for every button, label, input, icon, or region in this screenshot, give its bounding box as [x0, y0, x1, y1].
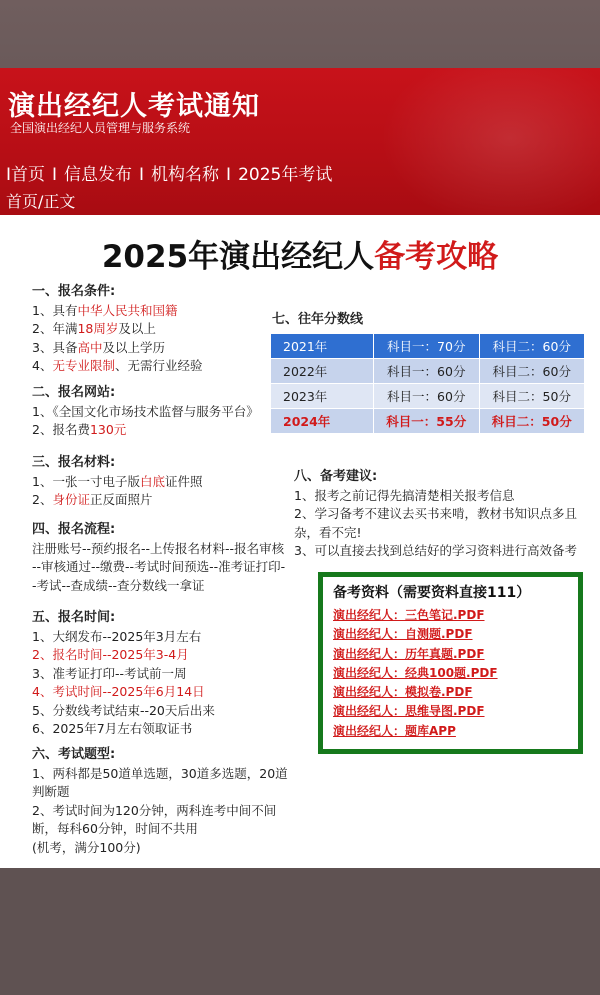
section-heading: 八、备考建议: [294, 469, 378, 484]
text-line: 2、考试时间为120分钟，两科连考中间不间 [32, 802, 277, 818]
resources-box [318, 572, 583, 754]
resource-link[interactable]: 演出经纪人：自测题.PDF [333, 627, 473, 642]
text-line: (机考，满分100分) [32, 839, 141, 855]
table-cell: 科目二：60分 [479, 334, 585, 359]
table-cell: 科目一：60分 [374, 359, 480, 384]
section-schedule [32, 609, 215, 739]
nav-separator: I [139, 165, 145, 185]
resource-link[interactable]: 演出经纪人：历年真题.PDF [333, 646, 485, 661]
section-heading: 二、报名网站: [32, 385, 116, 400]
text-line: 2、学习备考不建议去买书来啃，教材书知识点多且 [294, 506, 577, 521]
score-table-heading: 七、往年分数线 [272, 312, 364, 327]
article-content [0, 215, 600, 868]
table-row [271, 334, 585, 359]
section-advice [294, 468, 594, 561]
text-line: 2、身份证正反面照片 [32, 492, 153, 507]
text-line: 1、《全国文化市场技术监督与服务平台》 [32, 403, 259, 419]
text-line: 1、报考之前记得先搞清楚相关报考信息 [294, 487, 515, 503]
section-heading: 一、报名条件: [32, 284, 116, 299]
bottom-frame [0, 868, 600, 995]
text-line: 2、报名时间--2025年3-4月 [32, 647, 189, 662]
resource-link[interactable]: 演出经纪人：模拟卷.PDF [333, 685, 473, 700]
text-line: 3、准考证打印--考试前一周 [32, 665, 187, 681]
text-line: 6、2025年7月左右领取证书 [32, 721, 193, 736]
site-subtitle: 全国演出经纪人员管理与服务系统 [10, 121, 191, 135]
resource-link[interactable]: 演出经纪人：思维导图.PDF [333, 704, 485, 719]
section-process [32, 521, 285, 595]
section-heading: 五、报名时间: [32, 610, 116, 625]
nav-item-home[interactable]: I首页 [6, 165, 46, 185]
text-line: 3、具备高中及以上学历 [32, 339, 165, 355]
table-cell: 科目一：55分 [374, 409, 480, 434]
table-cell: 2022年 [271, 359, 374, 384]
site-header [0, 68, 600, 215]
resource-link[interactable]: 演出经纪人：题库APP [333, 723, 456, 738]
text-line: 断，每科60分钟，时间不共用 [32, 821, 198, 836]
score-table [270, 333, 585, 434]
text-line: -考试--查成绩--查分数线一拿证 [32, 577, 205, 593]
nav-item-org[interactable]: 机构名称 [151, 165, 220, 185]
resource-link[interactable]: 演出经纪人：三色笔记.PDF [333, 608, 485, 622]
resources-title: 备考资料（需要资料直接111） [333, 585, 531, 601]
text-line: 杂，看不完! [294, 524, 362, 540]
table-row [271, 384, 585, 409]
table-cell: 科目二：60分 [479, 359, 585, 384]
table-row [271, 409, 585, 434]
text-line: 4、考试时间--2025年6月14日 [32, 684, 205, 699]
main-nav [6, 160, 332, 185]
text-line: 5、分数线考试结束--20天后出来 [32, 702, 215, 718]
text-line: 2、年满18周岁及以上 [32, 321, 156, 336]
table-cell: 科目一：60分 [374, 384, 480, 409]
section-question-types [32, 746, 288, 857]
section-website [32, 384, 259, 440]
section-heading: 四、报名流程: [32, 522, 116, 537]
text-line: 3、可以直接去找到总结好的学习资料进行高效备考 [294, 543, 577, 558]
section-heading: 三、报名材料: [32, 455, 116, 470]
text-line: 判断题 [32, 784, 70, 799]
text-line: 注册账号--预约报名--上传报名材料--报名审核 [32, 540, 285, 556]
nav-item-exam-2025[interactable]: 2025年考试 [238, 165, 333, 185]
text-line: 1、一张一寸电子版白底证件照 [32, 473, 203, 489]
resource-link[interactable]: 演出经纪人：经典100题.PDF [333, 665, 498, 680]
table-cell: 科目二：50分 [479, 384, 585, 409]
title-red-part: 备考攻略 [374, 239, 499, 275]
title-black-part: 2025年演出经纪人 [101, 239, 375, 275]
text-line: --审核通过--缴费--考试时间预选--准考证打印- [32, 559, 286, 574]
section-heading: 六、考试题型: [32, 747, 116, 762]
table-cell: 2023年 [271, 384, 374, 409]
text-line: 4、无专业限制、无需行业经验 [32, 358, 203, 373]
text-line: 2、报名费130元 [32, 422, 127, 437]
table-cell: 科目二：50分 [479, 409, 585, 434]
article-title [0, 231, 600, 276]
site-title: 演出经纪人考试通知 [8, 91, 260, 122]
table-cell: 科目一：70分 [374, 334, 480, 359]
resources-list [333, 606, 498, 741]
breadcrumb[interactable]: 首页/正文 [6, 192, 76, 211]
nav-item-info[interactable]: 信息发布 [64, 165, 133, 185]
table-row [271, 359, 585, 384]
text-line: 1、具有中华人民共和国籍 [32, 302, 178, 318]
table-cell: 2024年 [271, 409, 374, 434]
nav-separator: I [52, 165, 58, 185]
text-line: 1、两科都是50道单选题，30道多选题，20道 [32, 765, 288, 781]
top-frame [0, 0, 600, 68]
text-line: 1、大纲发布--2025年3月左右 [32, 628, 202, 644]
section-eligibility [32, 283, 202, 376]
table-cell: 2021年 [271, 334, 374, 359]
section-materials [32, 454, 203, 510]
nav-separator: I [226, 165, 232, 185]
